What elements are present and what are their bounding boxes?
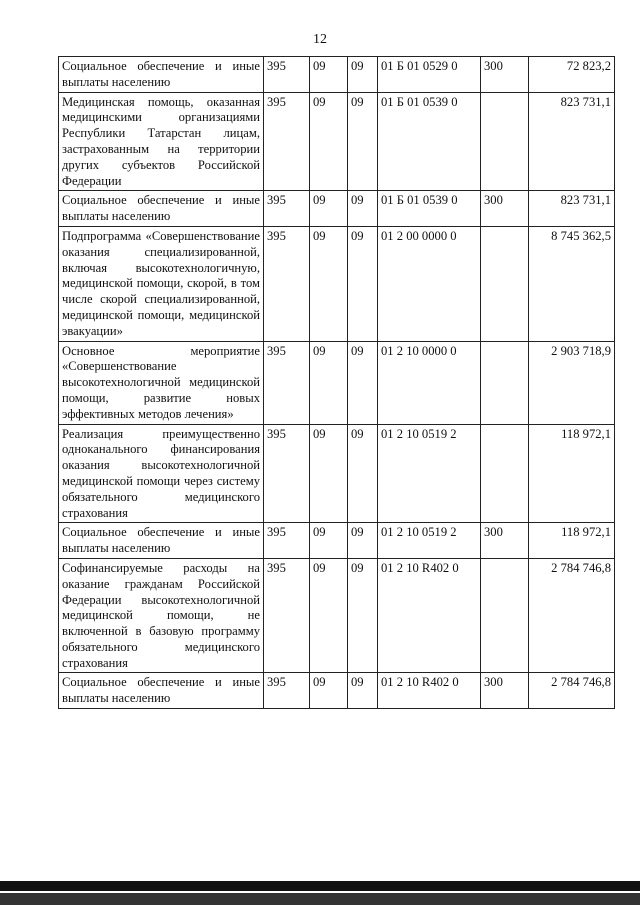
row-expense-type (481, 341, 529, 424)
row-target-article: 01 Б 01 0539 0 (378, 92, 481, 191)
row-subsection: 09 (348, 673, 378, 709)
row-subsection: 09 (348, 558, 378, 673)
table-row (59, 226, 615, 341)
row-subsection: 09 (348, 424, 378, 523)
row-subsection: 09 (348, 191, 378, 227)
row-subsection: 09 (348, 226, 378, 341)
row-amount: 2 784 746,8 (529, 673, 615, 709)
row-section: 09 (310, 191, 348, 227)
row-amount: 8 745 362,5 (529, 226, 615, 341)
row-name: Основное мероприятие «Совершенствование высокотехнологичной медицинской помощи, развитие новых эффективных методов лечения» (59, 341, 264, 424)
row-subsection: 09 (348, 341, 378, 424)
table-row (59, 558, 615, 673)
row-target-article: 01 2 10 0000 0 (378, 341, 481, 424)
row-grbs: 395 (264, 226, 310, 341)
row-section: 09 (310, 558, 348, 673)
table-row (59, 92, 615, 191)
row-amount: 2 903 718,9 (529, 341, 615, 424)
row-section: 09 (310, 92, 348, 191)
row-target-article: 01 2 10 R402 0 (378, 558, 481, 673)
row-expense-type: 300 (481, 523, 529, 559)
row-amount: 72 823,2 (529, 57, 615, 93)
row-target-article: 01 2 00 0000 0 (378, 226, 481, 341)
row-expense-type: 300 (481, 191, 529, 227)
row-section: 09 (310, 523, 348, 559)
row-grbs: 395 (264, 523, 310, 559)
row-expense-type: 300 (481, 57, 529, 93)
row-amount: 118 972,1 (529, 424, 615, 523)
row-subsection: 09 (348, 92, 378, 191)
row-target-article: 01 2 10 0519 2 (378, 424, 481, 523)
row-name: Социальное обеспечение и иные выплаты населению (59, 57, 264, 93)
row-amount: 823 731,1 (529, 92, 615, 191)
row-expense-type (481, 558, 529, 673)
row-grbs: 395 (264, 558, 310, 673)
row-grbs: 395 (264, 92, 310, 191)
row-section: 09 (310, 424, 348, 523)
table-row (59, 191, 615, 227)
budget-table-body (59, 57, 615, 709)
row-target-article: 01 Б 01 0539 0 (378, 191, 481, 227)
row-expense-type (481, 424, 529, 523)
row-amount: 823 731,1 (529, 191, 615, 227)
table-row (59, 424, 615, 523)
row-target-article: 01 2 10 R402 0 (378, 673, 481, 709)
page-number: 12 (313, 32, 327, 47)
row-grbs: 395 (264, 673, 310, 709)
row-grbs: 395 (264, 191, 310, 227)
budget-table (58, 56, 615, 709)
row-section: 09 (310, 226, 348, 341)
row-expense-type (481, 92, 529, 191)
row-name: Софинансируемые расходы на оказание гражданам Российской Федерации высокотехнологичной медицинской помощи, не включенной в базовую программу обязательного медицинского страхования (59, 558, 264, 673)
row-name: Медицинская помощь, оказанная медицинскими организациями Республики Татарстан лицам, застрахованным на территории других субъектов Российской Федерации (59, 92, 264, 191)
row-subsection: 09 (348, 523, 378, 559)
table-row (59, 341, 615, 424)
row-name: Реализация преимущественно одноканального финансирования оказания высокотехнологичной медицинской помощи через систему обязательного медицинского страхования (59, 424, 264, 523)
row-target-article: 01 Б 01 0529 0 (378, 57, 481, 93)
table-row (59, 57, 615, 93)
row-amount: 118 972,1 (529, 523, 615, 559)
row-name: Социальное обеспечение и иные выплаты населению (59, 673, 264, 709)
table-row (59, 673, 615, 709)
row-section: 09 (310, 341, 348, 424)
row-expense-type: 300 (481, 673, 529, 709)
scan-edge-bar-lower (0, 893, 640, 905)
row-section: 09 (310, 673, 348, 709)
row-amount: 2 784 746,8 (529, 558, 615, 673)
row-expense-type (481, 226, 529, 341)
row-target-article: 01 2 10 0519 2 (378, 523, 481, 559)
row-name: Подпрограмма «Совершенствование оказания специализированной, включая высокотехнологичную, медицинской помощи, скорой, в том числе скорой специализированной, медицинской помощи, медицинской эвакуации» (59, 226, 264, 341)
scan-edge-bar (0, 881, 640, 891)
row-name: Социальное обеспечение и иные выплаты населению (59, 523, 264, 559)
row-grbs: 395 (264, 341, 310, 424)
row-section: 09 (310, 57, 348, 93)
row-subsection: 09 (348, 57, 378, 93)
table-row (59, 523, 615, 559)
row-grbs: 395 (264, 424, 310, 523)
row-name: Социальное обеспечение и иные выплаты населению (59, 191, 264, 227)
row-grbs: 395 (264, 57, 310, 93)
